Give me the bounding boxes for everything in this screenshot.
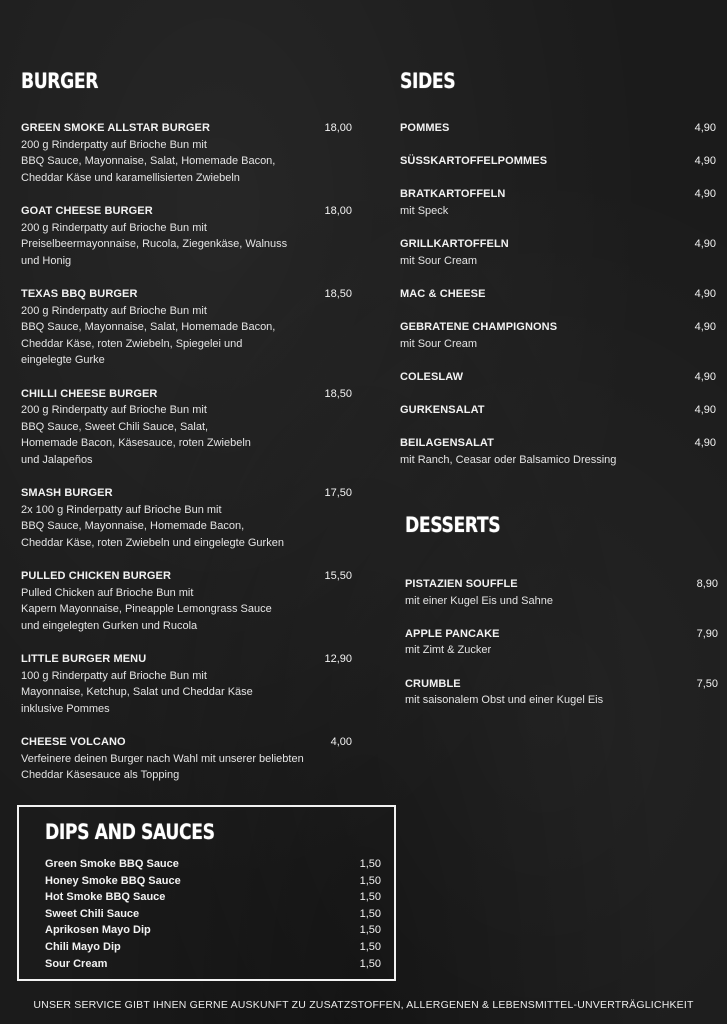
burger-item-name: GOAT CHEESE BURGER xyxy=(21,204,153,217)
side-item xyxy=(400,402,716,419)
side-item-price: 4,90 xyxy=(694,370,716,383)
dip-item xyxy=(45,856,381,873)
burger-item-description: Cheddar Käsesauce als Topping xyxy=(21,769,180,782)
dip-item-price: 1,50 xyxy=(359,924,381,937)
burger-section xyxy=(21,68,352,800)
dessert-item-name: CRUMBLE xyxy=(405,677,461,690)
dessert-item-price: 8,90 xyxy=(696,578,718,590)
dessert-item-name: PISTAZIEN SOUFFLE xyxy=(405,578,518,590)
burger-item-price: 17,50 xyxy=(324,487,352,500)
burger-item-name: TEXAS BBQ BURGER xyxy=(21,287,138,300)
dessert-item-price: 7,90 xyxy=(696,627,718,640)
dessert-item-description: mit einer Kugel Eis und Sahne xyxy=(405,594,553,607)
side-item-price: 4,90 xyxy=(694,238,716,251)
burger-item xyxy=(21,120,352,186)
burger-item-description: BBQ Sauce, Mayonnaise, Salat, Homemade Bacon, xyxy=(21,155,276,168)
side-item-name: GEBRATENE CHAMPIGNONS xyxy=(400,321,558,334)
burger-item-description: Cheddar Käse und karamellisierten Zwiebeln xyxy=(21,171,240,184)
burger-item-description: Homemade Bacon, Käsesauce, roten Zwiebeln xyxy=(21,437,251,450)
dessert-item-name: APPLE PANCAKE xyxy=(405,627,500,640)
burger-item-description: 200 g Rinderpatty auf Brioche Bun mit xyxy=(21,138,207,151)
burger-item-description: Cheddar Käse, roten Zwiebeln, Spiegelei und xyxy=(21,337,243,350)
side-item xyxy=(400,153,716,170)
burger-item xyxy=(21,485,352,551)
side-item-name: BRATKARTOFFELN xyxy=(400,188,506,201)
side-item-price: 4,90 xyxy=(694,321,716,334)
side-item xyxy=(400,120,716,137)
burger-item xyxy=(21,568,352,634)
dip-item xyxy=(45,922,381,939)
side-item xyxy=(400,236,716,269)
burger-item-price: 15,50 xyxy=(324,570,352,583)
burger-item-description: Kapern Mayonnaise, Pineapple Lemongrass Sauce xyxy=(21,603,272,616)
burger-item-description: BBQ Sauce, Mayonnaise, Homemade Bacon, xyxy=(21,520,245,533)
burger-section-title: BURGER xyxy=(21,69,99,93)
side-item-name: MAC & CHEESE xyxy=(400,287,486,300)
side-item-name: COLESLAW xyxy=(400,370,464,383)
side-item xyxy=(400,369,716,386)
side-item-description: mit Sour Cream xyxy=(400,337,478,350)
burger-item-description: Verfeinere deinen Burger nach Wahl mit unserer beliebten xyxy=(21,752,304,765)
dip-item-price: 1,50 xyxy=(359,891,381,904)
burger-item-description: 100 g Rinderpatty auf Brioche Bun mit xyxy=(21,669,207,682)
dip-item xyxy=(45,956,381,973)
burger-item-name: SMASH BURGER xyxy=(21,487,113,500)
dip-item xyxy=(45,889,381,906)
side-item xyxy=(400,286,716,303)
dip-item-name: Sweet Chili Sauce xyxy=(45,907,140,920)
dip-item xyxy=(45,906,381,923)
burger-item-description: 200 g Rinderpatty auf Brioche Bun mit xyxy=(21,404,207,417)
side-item-price: 4,90 xyxy=(694,404,716,417)
side-item-price: 4,90 xyxy=(694,155,716,168)
dip-item-price: 1,50 xyxy=(359,874,381,887)
dip-item-price: 1,50 xyxy=(359,907,381,920)
sides-section xyxy=(400,68,716,485)
burger-item-price: 4,00 xyxy=(330,735,352,748)
burger-item xyxy=(21,286,352,369)
burger-item-price: 18,50 xyxy=(324,387,352,400)
burger-item-price: 18,00 xyxy=(324,204,352,217)
dessert-item xyxy=(405,576,718,609)
burger-item-description: BBQ Sauce, Mayonnaise, Salat, Homemade Bacon, xyxy=(21,321,276,334)
burger-item xyxy=(21,386,352,469)
burger-item-description: 2x 100 g Rinderpatty auf Brioche Bun mit xyxy=(21,503,222,516)
dip-item-name: Hot Smoke BBQ Sauce xyxy=(45,891,166,904)
side-item-name: GURKENSALAT xyxy=(400,404,485,417)
side-item xyxy=(400,435,716,468)
side-item-name: POMMES xyxy=(400,122,450,134)
burger-item-price: 18,00 xyxy=(324,122,352,134)
burger-item-list xyxy=(21,120,352,784)
dip-item-price: 1,50 xyxy=(359,957,381,970)
side-item-name: GRILLKARTOFFELN xyxy=(400,238,509,251)
burger-item-description: 200 g Rinderpatty auf Brioche Bun mit xyxy=(21,221,207,234)
burger-item-description: und Jalapeños xyxy=(21,453,93,466)
side-item-price: 4,90 xyxy=(694,437,716,450)
desserts-section-title: DESSERTS xyxy=(405,513,501,537)
dessert-item-description: mit saisonalem Obst und einer Kugel Eis xyxy=(405,694,604,707)
burger-item-description: und Honig xyxy=(21,254,72,267)
burger-item xyxy=(21,734,352,784)
side-item xyxy=(400,186,716,219)
burger-item-price: 12,90 xyxy=(324,653,352,665)
allergen-footer-note: UNSER SERVICE GIBT IHNEN GERNE AUSKUNFT ZU ZUSATZSTOFFEN, ALLERGENEN & LEBENSMITTEL-UNVERTRÄGLICHKEIT xyxy=(33,999,694,1011)
burger-item-description: und eingelegten Gurken und Rucola xyxy=(21,619,198,632)
burger-item-description: inklusive Pommes xyxy=(21,702,110,715)
dip-item-price: 1,50 xyxy=(359,940,381,953)
desserts-section xyxy=(405,512,718,725)
side-item-price: 4,90 xyxy=(694,188,716,201)
dips-section-title: DIPS AND SAUCES xyxy=(45,820,215,844)
burger-item xyxy=(21,203,352,269)
desserts-item-list xyxy=(405,576,718,709)
dessert-item xyxy=(405,676,718,709)
dips-and-sauces-box xyxy=(17,805,396,981)
side-item-description: mit Speck xyxy=(400,204,449,217)
dip-item-price: 1,50 xyxy=(359,858,381,870)
dip-item-name: Honey Smoke BBQ Sauce xyxy=(45,874,181,887)
burger-item-description: Preiselbeermayonnaise, Rucola, Ziegenkäse, Walnuss xyxy=(21,238,288,251)
sides-section-title: SIDES xyxy=(400,69,456,93)
burger-item-name: CHEESE VOLCANO xyxy=(21,735,126,748)
burger-item-name: CHILLI CHEESE BURGER xyxy=(21,387,158,400)
burger-item-name: GREEN SMOKE ALLSTAR BURGER xyxy=(21,122,210,134)
side-item-name: BEILAGENSALAT xyxy=(400,437,494,450)
side-item-name: SÜSSKARTOFFELPOMMES xyxy=(400,155,548,168)
burger-item-description: Mayonnaise, Ketchup, Salat und Cheddar Käse xyxy=(21,686,253,699)
burger-item-description: Pulled Chicken auf Brioche Bun mit xyxy=(21,586,194,599)
burger-item-name: PULLED CHICKEN BURGER xyxy=(21,570,171,583)
side-item-description: mit Sour Cream xyxy=(400,254,478,267)
sides-item-list xyxy=(400,120,716,468)
burger-item xyxy=(21,651,352,717)
dip-item-name: Aprikosen Mayo Dip xyxy=(45,924,151,937)
side-item-price: 4,90 xyxy=(694,287,716,300)
dessert-item-description: mit Zimt & Zucker xyxy=(405,644,492,657)
dip-item xyxy=(45,873,381,890)
burger-item-description: BBQ Sauce, Sweet Chili Sauce, Salat, xyxy=(21,420,209,433)
side-item-price: 4,90 xyxy=(694,122,716,134)
burger-item-description: eingelegte Gurke xyxy=(21,354,105,367)
side-item xyxy=(400,319,716,352)
burger-item-name: LITTLE BURGER MENU xyxy=(21,653,147,665)
burger-item-price: 18,50 xyxy=(324,287,352,300)
dessert-item-price: 7,50 xyxy=(696,677,718,690)
burger-item-description: Cheddar Käse, roten Zwiebeln und eingelegte Gurken xyxy=(21,536,284,549)
dip-item-name: Sour Cream xyxy=(45,957,108,970)
side-item-description: mit Ranch, Ceasar oder Balsamico Dressing xyxy=(400,453,617,466)
dip-item xyxy=(45,939,381,956)
dip-item-name: Green Smoke BBQ Sauce xyxy=(45,858,179,870)
burger-item-description: 200 g Rinderpatty auf Brioche Bun mit xyxy=(21,304,207,317)
dips-item-list xyxy=(45,856,381,972)
dip-item-name: Chili Mayo Dip xyxy=(45,940,121,953)
dessert-item xyxy=(405,626,718,659)
